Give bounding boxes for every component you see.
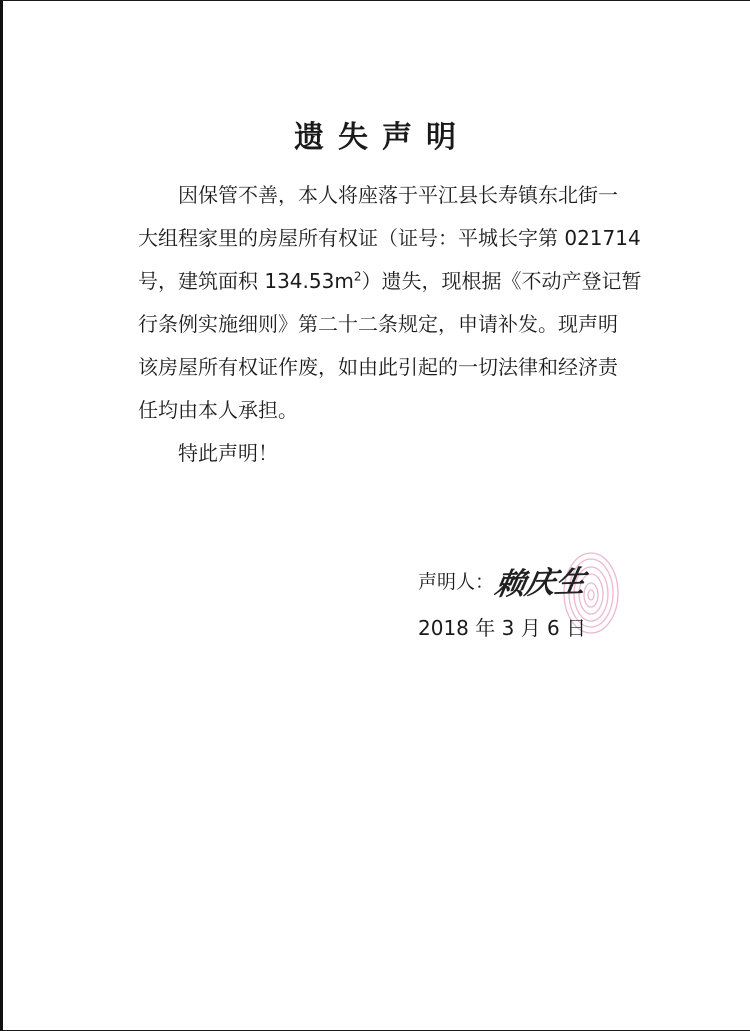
body-line-6: 任均由本人承担。: [138, 398, 298, 422]
body-line-2: 大组程家里的房屋所有权证（证号：平城长字第 021714: [138, 226, 641, 250]
closing-statement: 特此声明！: [178, 441, 278, 465]
area-unit-superscript: 2: [353, 269, 362, 284]
declarant-label: 声明人：: [418, 570, 495, 593]
statement-body: [138, 174, 658, 475]
document-title: 遗失声明: [294, 120, 470, 155]
area-continuation: ）遗失，现根据《不动产登记暂: [361, 269, 642, 293]
statement-paragraph: [138, 174, 658, 432]
body-line-3: [138, 260, 658, 303]
area-text: 号，建筑面积 134.53m: [138, 269, 354, 293]
statement-date: 2018 年 3 月 6 日: [418, 616, 587, 640]
declarant-row: [418, 558, 589, 603]
body-line-4: 行条例实施细则》第二十二条规定，申请补发。现声明: [138, 312, 618, 336]
body-line-5: 该房屋所有权证作废，如由此引起的一切法律和经济责: [138, 355, 618, 379]
body-line-1: 因保管不善，本人将座落于平江县长寿镇东北街一: [178, 183, 618, 207]
signature-block: [418, 558, 589, 641]
handwritten-signature: 赖庆生: [491, 564, 589, 603]
